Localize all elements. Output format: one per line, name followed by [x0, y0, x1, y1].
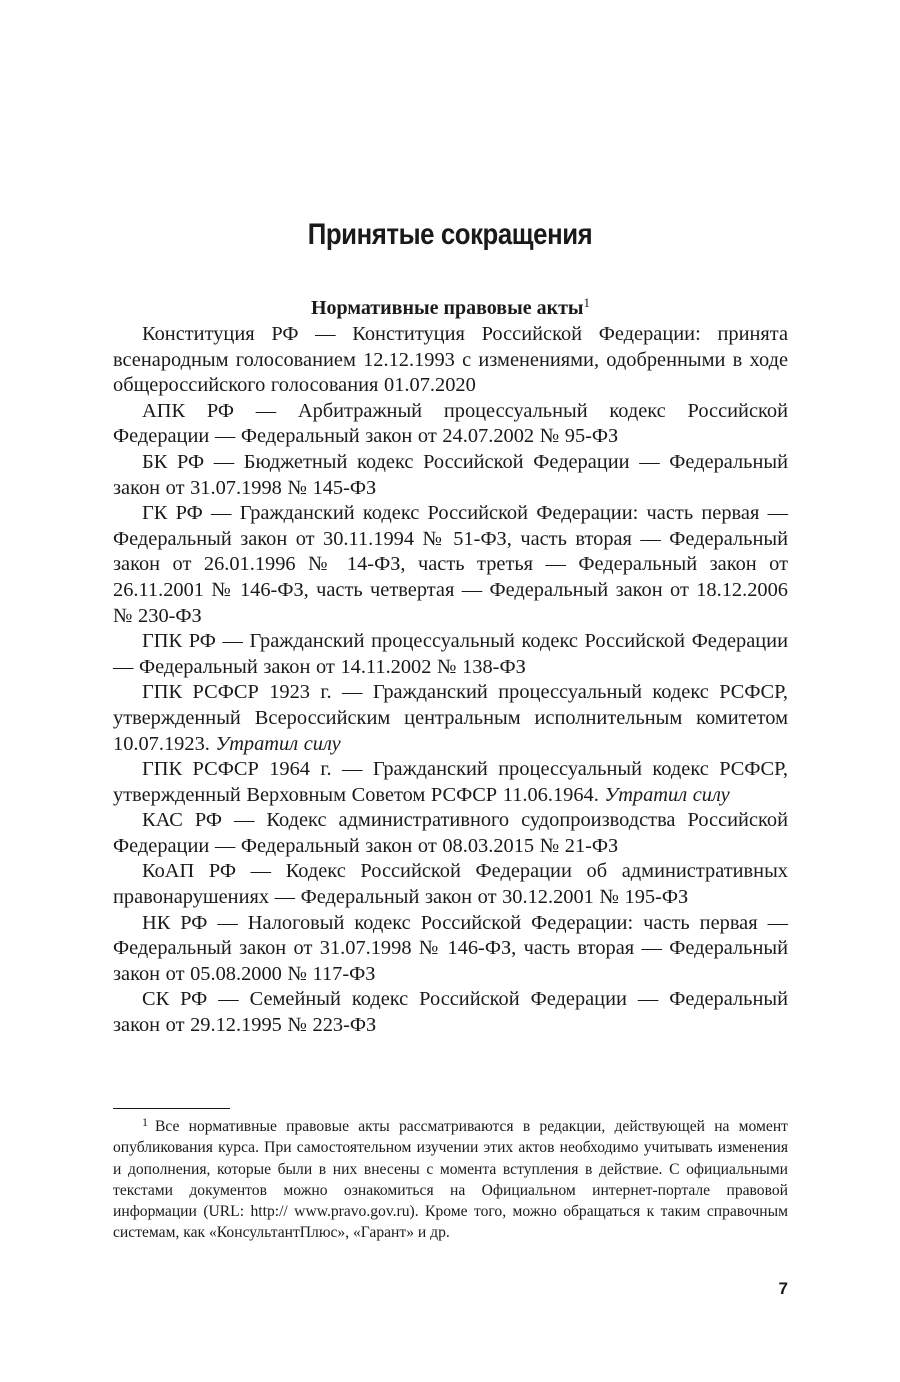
entry-text: АПК РФ — Арбитражный процессуальный кодекс Российской Федерации — Федеральный закон от 24.07.2002 № 95-ФЗ	[113, 399, 788, 448]
entry-text: БК РФ — Бюджетный кодекс Российской Федерации — Федеральный закон от 31.07.1998 № 145-ФЗ	[113, 450, 788, 499]
page-number: 7	[778, 1279, 788, 1298]
entry-text: ГПК РСФСР 1923 г. — Гражданский процессуальный кодекс РСФСР, утвержденный Всероссийским центральным исполнительным комитетом 10.07.1923.	[113, 681, 788, 755]
section-heading	[113, 297, 788, 320]
abbreviation-entry	[113, 450, 788, 501]
entry-text: ГПК РСФСР 1964 г. — Гражданский процессуальный кодекс РСФСР, утвержденный Верховным Советом РСФСР 11.06.1964.	[113, 758, 788, 806]
entry-text: ГК РФ — Гражданский кодекс Российской Федерации: часть первая — Федеральный закон от 30.11.1994 № 51-ФЗ, часть вторая — Федеральный закон от 26.01.1996 № 14-ФЗ, часть третья — Федеральный закон от 26.11.2001 № 146-ФЗ, часть четвертая — Федеральный закон от 18.12.2006 № 230-ФЗ	[113, 502, 788, 627]
abbreviation-entry	[113, 680, 788, 757]
footnote	[113, 1116, 788, 1244]
abbreviation-entry	[113, 501, 788, 629]
footnote-text: Все нормативные правовые акты рассматриваются в редакции, действующей на момент опубликования курса. При самостоятельном изучении этих актов необходимо учитывать изменения и дополнения, которые были в них внесены с момента вступления в действие. С официальными текстами документов можно ознакомиться на Официальном интернет-портале правовой информации (URL: http:// www.pravo.gov.ru). Кроме того, можно обращаться к таким справочным системам, как «КонсультантПлюс», «Гарант» и др.	[113, 1118, 788, 1242]
entry-text: СК РФ — Семейный кодекс Российской Федерации — Федеральный закон от 29.12.1995 № 223-ФЗ	[113, 988, 788, 1037]
abbreviation-entry	[113, 859, 788, 910]
footnote-marker: 1	[142, 1115, 148, 1129]
entry-text: ГПК РФ — Гражданский процессуальный кодекс Российской Федерации — Федеральный закон от 14.11.2002 № 138-ФЗ	[113, 630, 788, 678]
abbreviation-list	[113, 322, 788, 1039]
abbreviation-entry	[113, 911, 788, 988]
entry-status-note: Утратил силу	[604, 783, 730, 806]
entry-status-note: Утратил силу	[215, 732, 341, 755]
abbreviation-entry	[113, 757, 788, 808]
abbreviation-entry	[113, 987, 788, 1038]
abbreviation-entry	[113, 808, 788, 859]
abbreviation-entry	[113, 629, 788, 680]
section-heading-text: Нормативные правовые акты	[310, 297, 584, 319]
footnote-divider	[113, 1108, 230, 1109]
abbreviation-entry	[113, 399, 788, 450]
entry-text: КАС РФ — Кодекс административного судопроизводства Российской Федерации — Федеральный закон от 08.03.2015 № 21-ФЗ	[113, 809, 788, 857]
footnote-reference[interactable]: 1	[583, 295, 591, 310]
abbreviation-entry	[113, 322, 788, 399]
page-title: Принятые сокращения	[307, 218, 593, 251]
entry-text: НК РФ — Налоговый кодекс Российской Федерации: часть первая — Федеральный закон от 31.07.1998 № 146-ФЗ, часть вторая — Федеральный закон от 05.08.2000 № 117-ФЗ	[113, 911, 788, 985]
entry-text: Конституция РФ — Конституция Российской Федерации: принята всенародным голосованием 12.12.1993 с изменениями, одобренными в ходе общероссийского голосования 01.07.2020	[113, 323, 788, 397]
entry-text: КоАП РФ — Кодекс Российской Федерации об административных правонарушениях — Федеральный закон от 30.12.2001 № 195-ФЗ	[113, 860, 788, 909]
